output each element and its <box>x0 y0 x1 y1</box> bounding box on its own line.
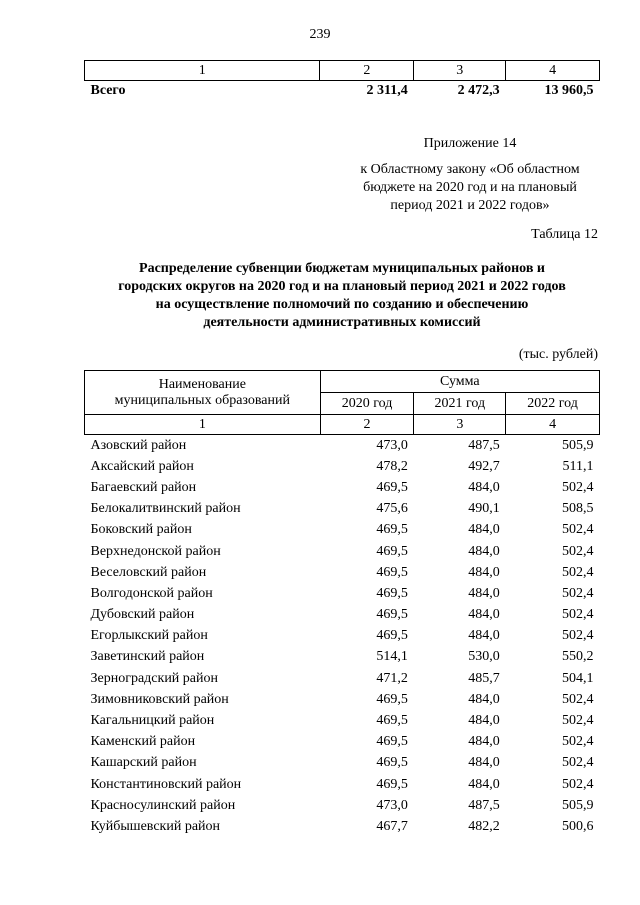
column-header-2020: 2020 год <box>320 393 414 415</box>
value-2021: 484,0 <box>468 776 500 792</box>
value-2021: 484,0 <box>468 713 500 729</box>
value-2020: 469,5 <box>376 607 408 623</box>
value-2022: 502,4 <box>562 755 594 771</box>
column-header-name-line: Наименование <box>158 376 246 392</box>
table-row <box>85 732 600 753</box>
total-2021: 2 472,3 <box>457 82 500 98</box>
value-2020: 469,5 <box>376 713 408 729</box>
value-2021: 484,0 <box>468 522 500 538</box>
district-name: Волгодонской район <box>90 585 213 601</box>
value-2021: 490,1 <box>468 501 500 517</box>
value-2020: 469,5 <box>376 776 408 792</box>
table-row <box>85 605 600 626</box>
district-name: Куйбышевский район <box>90 818 221 834</box>
index-cell: 1 <box>85 415 321 435</box>
value-2020: 475,6 <box>376 501 408 517</box>
value-2020: 469,5 <box>376 479 408 495</box>
value-2022: 502,4 <box>562 776 594 792</box>
total-row <box>85 81 600 101</box>
total-label: Всего <box>90 82 126 98</box>
value-2021: 484,0 <box>468 734 500 750</box>
previous-table-continuation <box>84 60 600 100</box>
value-2021: 485,7 <box>468 670 500 686</box>
value-2020: 473,0 <box>376 437 408 453</box>
table-row <box>85 689 600 710</box>
table-row <box>85 816 600 837</box>
total-2020: 2 311,4 <box>366 82 408 98</box>
value-2021: 484,0 <box>468 585 500 601</box>
subvention-table <box>84 370 600 838</box>
title-line: на осуществление полномочий по созданию и обеспечению <box>155 297 529 312</box>
previous-table-index-row <box>85 61 600 81</box>
value-2021: 484,0 <box>468 691 500 707</box>
district-name: Зимовниковский район <box>90 691 229 707</box>
district-name: Егорлыкский район <box>90 628 208 644</box>
district-name: Зерноградский район <box>90 670 218 686</box>
table-row <box>85 668 600 689</box>
district-name: Багаевский район <box>90 479 197 495</box>
table-row <box>85 753 600 774</box>
value-2022: 502,4 <box>562 585 594 601</box>
value-2022: 502,4 <box>562 734 594 750</box>
value-2021: 484,0 <box>468 479 500 495</box>
value-2021: 487,5 <box>468 437 500 453</box>
value-2022: 504,1 <box>562 670 594 686</box>
table-row <box>85 499 600 520</box>
appendix-number: Приложение 14 <box>423 136 517 151</box>
district-name: Дубовский район <box>90 607 195 623</box>
title-line: Распределение субвенции бюджетам муниципальных районов и <box>139 261 545 276</box>
page-number: 239 <box>309 27 331 42</box>
value-2021: 482,2 <box>468 818 500 834</box>
index-cell: 4 <box>506 415 600 435</box>
value-2022: 511,1 <box>562 458 594 474</box>
table-row <box>85 562 600 583</box>
index-cell: 1 <box>85 61 320 81</box>
value-2020: 469,5 <box>376 691 408 707</box>
column-header-sum: Сумма <box>320 371 599 393</box>
table-row <box>85 520 600 541</box>
district-name: Кашарский район <box>90 755 197 771</box>
title-line: городских округов на 2020 год и на плановый период 2021 и 2022 годов <box>118 279 566 294</box>
value-2022: 502,4 <box>562 691 594 707</box>
table-row <box>85 795 600 816</box>
table-label: Таблица 12 <box>531 227 598 242</box>
appendix-note <box>330 135 610 215</box>
value-2022: 502,4 <box>562 522 594 538</box>
district-name: Константиновский район <box>90 776 242 792</box>
table-row <box>85 710 600 731</box>
column-header-name-line: муниципальных образований <box>114 392 290 408</box>
district-name: Азовский район <box>90 437 187 453</box>
value-2021: 484,0 <box>468 607 500 623</box>
table-row <box>85 626 600 647</box>
district-name: Заветинский район <box>90 649 205 665</box>
value-2020: 469,5 <box>376 522 408 538</box>
index-row <box>85 415 600 435</box>
value-2020: 469,5 <box>376 585 408 601</box>
table-row <box>85 583 600 604</box>
index-cell: 4 <box>506 61 600 81</box>
value-2020: 469,5 <box>376 543 408 559</box>
district-name: Боковский район <box>90 522 192 538</box>
title-line: деятельности административных комиссий <box>203 315 481 330</box>
value-2020: 469,5 <box>376 628 408 644</box>
index-cell: 2 <box>320 61 414 81</box>
value-2022: 508,5 <box>562 501 594 517</box>
value-2021: 484,0 <box>468 755 500 771</box>
value-2022: 502,4 <box>562 479 594 495</box>
value-2020: 469,5 <box>376 734 408 750</box>
value-2020: 473,0 <box>376 797 408 813</box>
district-name: Верхнедонской район <box>90 543 221 559</box>
table-row <box>85 647 600 668</box>
table-row <box>85 456 600 477</box>
appendix-law-line: период 2021 и 2022 годов» <box>390 198 550 213</box>
table-row <box>85 541 600 562</box>
column-header-2021: 2021 год <box>414 393 506 415</box>
index-cell: 3 <box>414 415 506 435</box>
value-2021: 484,0 <box>468 628 500 644</box>
value-2022: 502,4 <box>562 543 594 559</box>
value-2020: 469,5 <box>376 564 408 580</box>
header-row <box>85 371 600 393</box>
table-row <box>85 774 600 795</box>
value-2022: 502,4 <box>562 564 594 580</box>
column-header-name <box>85 371 321 415</box>
value-2022: 505,9 <box>562 437 594 453</box>
value-2021: 484,0 <box>468 564 500 580</box>
value-2020: 478,2 <box>376 458 408 474</box>
index-cell: 2 <box>320 415 414 435</box>
value-2022: 502,4 <box>562 607 594 623</box>
value-2021: 487,5 <box>468 797 500 813</box>
appendix-law-line: к Областному закону «Об областном <box>360 162 580 177</box>
district-name: Белокалитвинский район <box>90 501 241 517</box>
index-cell: 3 <box>414 61 506 81</box>
value-2021: 492,7 <box>468 458 500 474</box>
district-name: Красносулинский район <box>90 797 236 813</box>
value-2022: 502,4 <box>562 713 594 729</box>
district-name: Веселовский район <box>90 564 207 580</box>
value-2022: 505,9 <box>562 797 594 813</box>
value-2020: 467,7 <box>376 818 408 834</box>
table-row <box>85 477 600 498</box>
table-title <box>84 260 600 332</box>
district-name: Каменский район <box>90 734 196 750</box>
district-name: Аксайский район <box>90 458 194 474</box>
value-2021: 484,0 <box>468 543 500 559</box>
appendix-law-line: бюджете на 2020 год и на плановый <box>363 180 577 195</box>
district-name: Кагальницкий район <box>90 713 215 729</box>
value-2021: 530,0 <box>468 649 500 665</box>
total-2022: 13 960,5 <box>544 82 594 98</box>
value-2020: 471,2 <box>376 670 408 686</box>
value-2022: 500,6 <box>562 818 594 834</box>
value-2020: 469,5 <box>376 755 408 771</box>
value-2022: 550,2 <box>562 649 594 665</box>
value-2022: 502,4 <box>562 628 594 644</box>
units-label: (тыс. рублей) <box>518 347 598 362</box>
column-header-2022: 2022 год <box>506 393 600 415</box>
value-2020: 514,1 <box>376 649 408 665</box>
table-row <box>85 435 600 457</box>
